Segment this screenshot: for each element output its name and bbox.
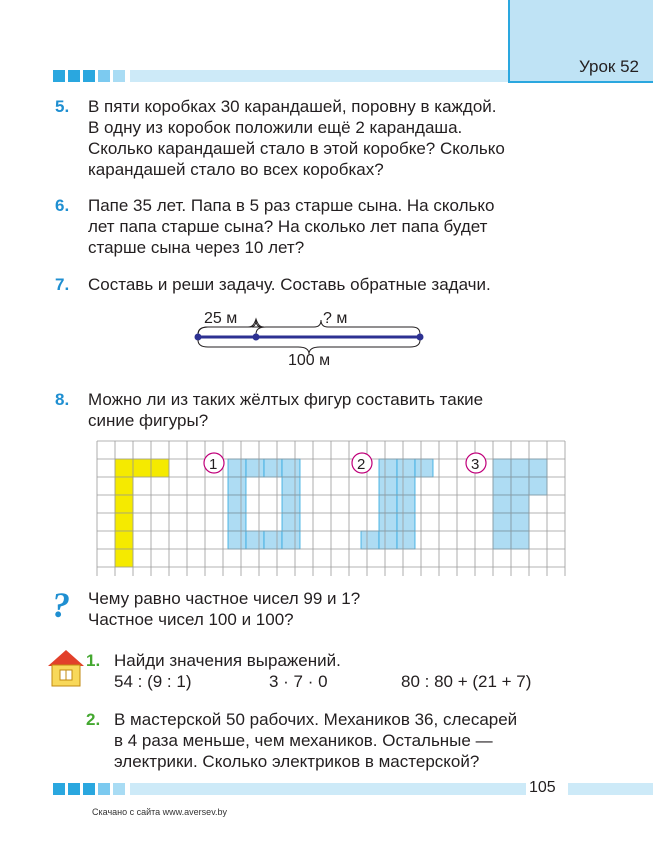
question-block <box>88 588 360 630</box>
figure-number-3 <box>466 453 486 473</box>
blue-figure-3 <box>493 459 547 549</box>
figure-number-2 <box>352 453 372 473</box>
left-segment-label: 25 м <box>204 310 238 327</box>
house-icon <box>46 648 86 688</box>
homework-line: электрики. Сколько электриков в мастерской? <box>114 752 480 771</box>
homework-line: в 4 раза меньше, чем механиков. Остальные — <box>114 731 493 750</box>
task-line: старше сына через 10 лет? <box>88 238 305 257</box>
total-segment-label: 100 м <box>288 352 331 369</box>
figure-grid <box>96 440 568 577</box>
task-line: синие фигуры? <box>88 411 209 430</box>
right-segment-label: ? м <box>323 310 348 327</box>
task-text <box>88 195 568 258</box>
task-line: Составь и реши задачу. Составь обратные задачи. <box>88 275 491 294</box>
segment-diagram <box>190 305 440 375</box>
task-line: Папе 35 лет. Папа в 5 раз старше сына. На сколько <box>88 196 495 215</box>
question-line: Частное чисел 100 и 100? <box>88 610 294 629</box>
homework-text <box>114 650 574 692</box>
expression: 3 · 7 · 0 <box>269 672 328 691</box>
task-line: В одну из коробок положили ещё 2 карандаша. <box>88 118 463 137</box>
segment-point <box>195 334 202 341</box>
task-line: Сколько карандашей стало в этой коробке? Сколько <box>88 139 505 158</box>
figure-number-text: 1 <box>209 456 218 473</box>
question-line: Чему равно частное чисел 99 и 1? <box>88 589 361 608</box>
homework-number: 2. <box>86 710 101 729</box>
task-line: карандашей стало во всех коробках? <box>88 160 384 179</box>
blue-figure-2 <box>361 459 433 549</box>
figure-number-text: 2 <box>357 456 366 473</box>
lesson-tab <box>508 0 653 83</box>
expression: 54 : (9 : 1) <box>114 672 192 691</box>
blue-figure-1 <box>228 459 300 549</box>
task-line: В пяти коробках 30 карандашей, поровну в каждой. <box>88 97 497 116</box>
task-number: 7. <box>55 275 70 294</box>
footer-note: Скачано с сайта www.aversev.by <box>92 807 228 817</box>
lesson-label: Урок 52 <box>578 57 639 76</box>
task-text <box>88 274 568 295</box>
segment-point <box>253 334 260 341</box>
homework-line: В мастерской 50 рабочих. Механиков 36, слесарей <box>114 710 518 729</box>
task-number: 6. <box>55 196 70 215</box>
bottom-stripe <box>53 783 653 795</box>
task-text <box>88 389 568 431</box>
page-number: 105 <box>529 779 556 796</box>
task-number: 5. <box>55 97 70 116</box>
task-line: Можно ли из таких жёлтых фигур составить такие <box>88 390 484 409</box>
homework-line: Найди значения выражений. <box>114 651 341 670</box>
task-line: лет папа старше сына? На сколько лет папа будет <box>88 217 488 236</box>
task-text <box>88 96 568 180</box>
figure-number-1 <box>204 453 224 473</box>
expressions-row <box>114 671 574 692</box>
homework-number: 1. <box>86 651 101 670</box>
expression: 80 : 80 + (21 + 7) <box>401 672 532 691</box>
figure-number-text: 3 <box>471 456 480 473</box>
question-mark-icon: ? <box>52 585 70 625</box>
segment-point <box>417 334 424 341</box>
top-stripe <box>53 70 508 82</box>
task-number: 8. <box>55 390 70 409</box>
homework-text <box>114 709 576 772</box>
